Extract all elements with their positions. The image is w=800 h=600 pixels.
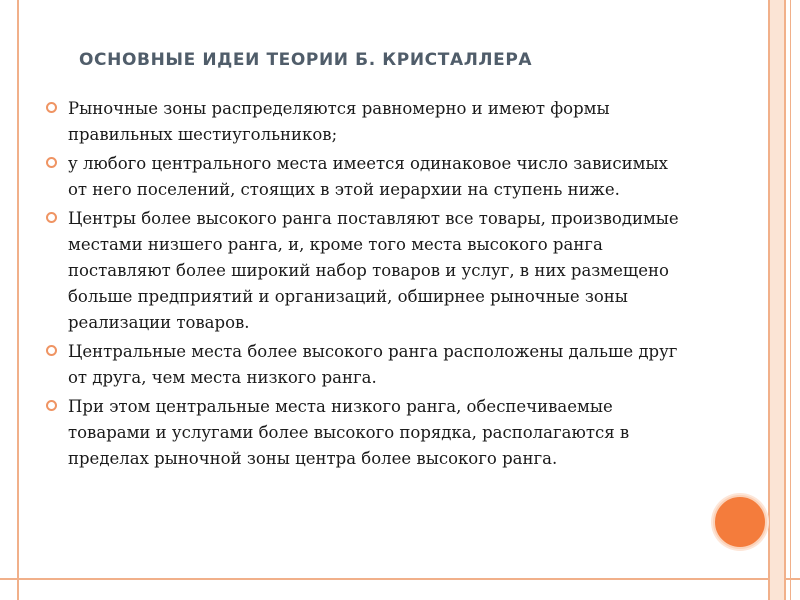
bullet-list [46, 96, 686, 475]
bullet-circle-icon [46, 102, 57, 113]
bullet-circle-icon [46, 345, 57, 356]
bullet-circle-icon [46, 157, 57, 168]
bullet-item [46, 96, 686, 148]
right-decor-band [770, 0, 784, 600]
decorative-orange-circle [713, 495, 767, 549]
slide-title: ОСНОВНЫЕ ИДЕИ ТЕОРИИ Б. КРИСТАЛЛЕРА [79, 50, 533, 70]
bullet-item [46, 151, 686, 203]
right-decor-line-3 [790, 0, 791, 600]
bullet-text: Центральные места более высокого ранга расположены дальше друг от друга, чем места низкого ранга. [68, 342, 678, 387]
bullet-item [46, 394, 686, 472]
bullet-circle-icon [46, 400, 57, 411]
bullet-item [46, 206, 686, 336]
left-border-line [17, 0, 19, 600]
bullet-text: При этом центральные места низкого ранга, обеспечиваемые товарами и услугами более высокого порядка, располагаются в пределах рыночной зоны центра более высокого ранга. [68, 397, 630, 468]
bullet-text: Рыночные зоны распределяются равномерно и имеют формы правильных шестиугольников; [68, 99, 610, 144]
bullet-circle-icon [46, 212, 57, 223]
bullet-item [46, 339, 686, 391]
right-decor-line-2 [784, 0, 786, 600]
bullet-text: у любого центрального места имеется одинаковое число зависимых от него поселений, стоящих в этой иерархии на ступень ниже. [68, 154, 668, 199]
bottom-border-line [0, 578, 800, 580]
right-decor-line-1 [768, 0, 770, 600]
bullet-text: Центры более высокого ранга поставляют все товары, производимые местами низшего ранга, и, кроме того места высокого ранга поставляют более широкий набор товаров и услуг, в них размещено больше предприятий и организаций, обширнее рыночные зоны реализации товаров. [68, 209, 679, 332]
